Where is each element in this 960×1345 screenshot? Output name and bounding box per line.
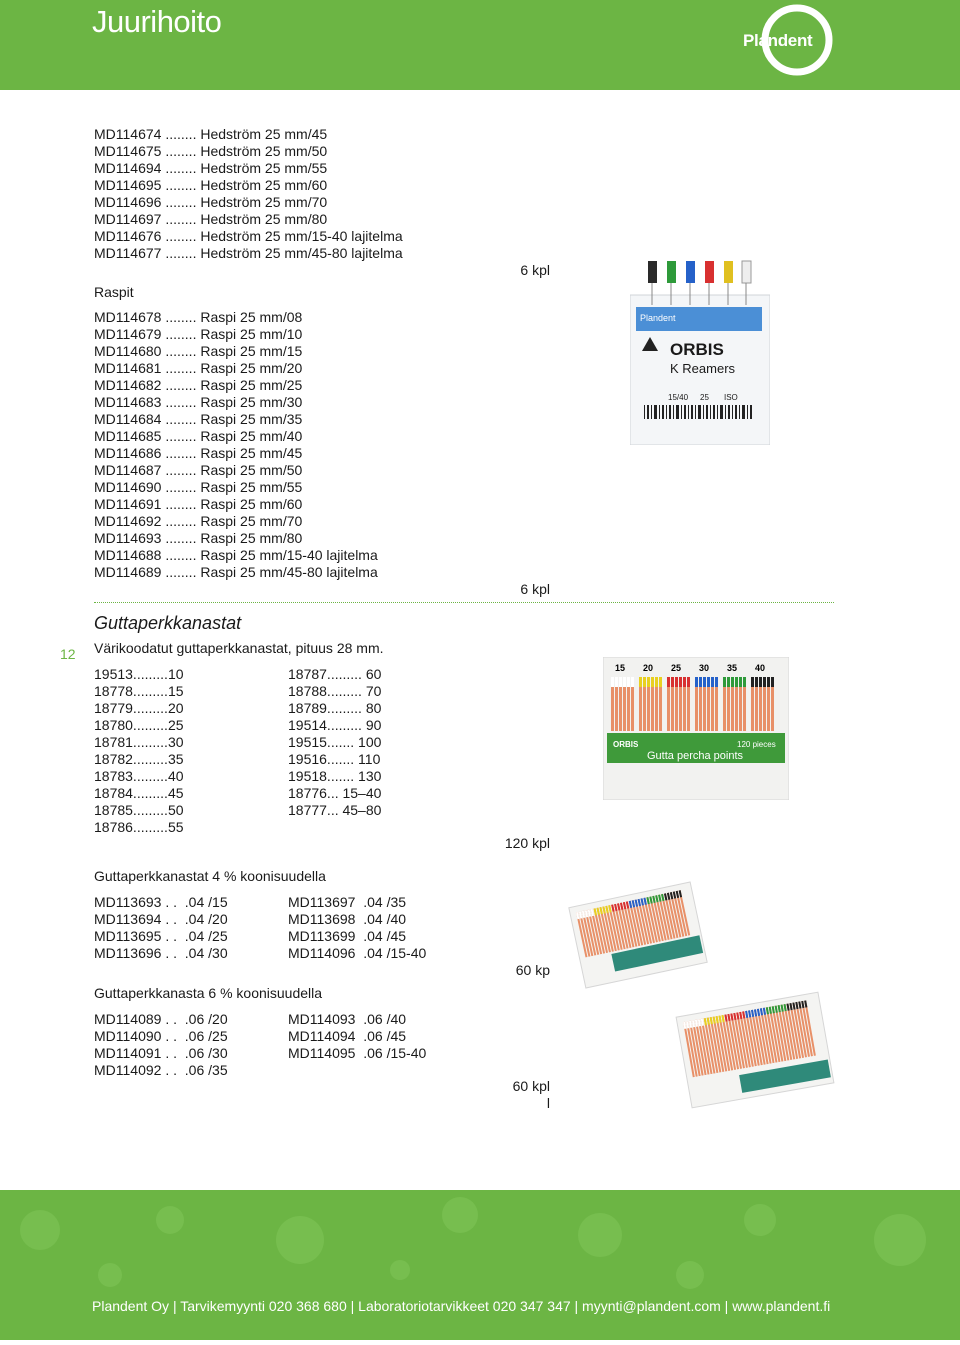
gutta-point-tip <box>699 677 702 687</box>
product-line: MD113698 .04 /40 <box>288 911 407 927</box>
footer-band <box>0 1190 960 1340</box>
gutta-point-tip <box>723 677 726 687</box>
product-line: MD114691 ........ Raspi 25 mm/60 <box>94 496 303 512</box>
product-line: 18781.........30 <box>94 734 184 750</box>
gutta-point-tip <box>727 677 730 687</box>
footer-contact: Plandent Oy | Tarvikemyynti 020 368 680 | Laboratoriotarvikkeet 020 347 347 | myynti@plandent.com | www.plandent.fi <box>92 1298 831 1314</box>
qty-gutta4: 60 kp <box>515 962 550 978</box>
product-line: MD114679 ........ Raspi 25 mm/10 <box>94 326 303 342</box>
gutta-point-tip <box>751 677 754 687</box>
gutta-point-tip <box>763 677 766 687</box>
gutta-point-tip <box>623 677 626 687</box>
product-line: 18777... 45–80 <box>288 802 382 818</box>
plandent-logo <box>735 3 833 77</box>
gutta-size-label: 30 <box>699 663 710 673</box>
product-line: MD114694 ........ Hedström 25 mm/55 <box>94 160 328 176</box>
product-line: 18779.........20 <box>94 700 184 716</box>
footer-pattern <box>0 1190 960 1340</box>
product-line: 18783.........40 <box>94 768 184 784</box>
product-line: 18785.........50 <box>94 802 184 818</box>
gutta-point-tip <box>627 677 630 687</box>
box-subtitle: K Reamers <box>670 361 736 376</box>
product-line: MD114089 . . .06 /20 <box>94 1011 228 1027</box>
product-line: MD114676 ........ Hedström 25 mm/15-40 lajitelma <box>94 228 403 244</box>
gutta-point-tip <box>739 677 742 687</box>
gutta-point-tip <box>659 677 662 687</box>
gutta-size-label: 25 <box>671 663 682 673</box>
gutta6-title: Guttaperkkanasta 6 % koonisuudella <box>94 985 323 1001</box>
product-line: MD114692 ........ Raspi 25 mm/70 <box>94 513 303 529</box>
gutta4-title: Guttaperkkanastat 4 % koonisuudella <box>94 868 326 884</box>
product-line: MD113699 .04 /45 <box>288 928 407 944</box>
gutta-point-tip <box>655 677 658 687</box>
gutta-point-tip <box>647 677 650 687</box>
gutta-box-text: Gutta percha points <box>647 750 744 762</box>
product-line: MD114093 .06 /40 <box>288 1011 407 1027</box>
product-line: MD114677 ........ Hedström 25 mm/45-80 lajitelma <box>94 245 403 261</box>
product-line: 18780.........25 <box>94 717 184 733</box>
product-line: MD114091 . . .06 /30 <box>94 1045 228 1061</box>
product-line: MD114095 .06 /15-40 <box>288 1045 427 1061</box>
gutta-point-tip <box>711 677 714 687</box>
gutta-box-brand: ORBIS <box>613 740 639 749</box>
product-line: 19518....... 130 <box>288 768 382 784</box>
product-line: MD114690 ........ Raspi 25 mm/55 <box>94 479 303 495</box>
product-line: MD114094 .06 /45 <box>288 1028 407 1044</box>
product-line: MD114686 ........ Raspi 25 mm/45 <box>94 445 303 461</box>
product-line: MD113697 .04 /35 <box>288 894 407 910</box>
product-line: MD113695 . . .04 /25 <box>94 928 228 944</box>
box-product: ORBIS <box>670 340 724 359</box>
gutta-point-tip <box>715 677 718 687</box>
gutta-point-tip <box>615 677 618 687</box>
gutta-point-tip <box>667 677 670 687</box>
qty-gutta6-extra: l <box>546 1095 550 1111</box>
box-size: 15/40 <box>668 393 689 402</box>
gutta-point-tip <box>707 677 710 687</box>
gutta-point-tip <box>651 677 654 687</box>
gutta-point-tip <box>679 677 682 687</box>
page-header <box>0 0 960 90</box>
gutta-point-tip <box>619 677 622 687</box>
product-line: MD114696 ........ Hedström 25 mm/70 <box>94 194 328 210</box>
gutta-point-tip <box>683 677 686 687</box>
raspit-title: Raspit <box>94 284 134 300</box>
gutta-point-tip <box>643 677 646 687</box>
box-brand: Plandent <box>640 313 676 323</box>
product-line: MD114693 ........ Raspi 25 mm/80 <box>94 530 303 546</box>
gutta-size-label: 15 <box>615 663 626 673</box>
gutta-intro: Värikoodatut guttaperkkanastat, pituus 28 mm. <box>94 640 384 656</box>
product-line: MD114685 ........ Raspi 25 mm/40 <box>94 428 303 444</box>
product-line: 18788......... 70 <box>288 683 382 699</box>
product-line: MD114683 ........ Raspi 25 mm/30 <box>94 394 303 410</box>
gutta-heading: Guttaperkkanastat <box>94 613 242 633</box>
gutta4-box-image <box>568 880 708 990</box>
gutta-percha-box-image <box>603 657 789 800</box>
product-line: 19513.........10 <box>94 666 184 682</box>
product-line: MD114092 . . .06 /35 <box>94 1062 228 1078</box>
gutta-size-label: 20 <box>643 663 654 673</box>
product-line: MD113696 . . .04 /30 <box>94 945 228 961</box>
gutta-point-tip <box>671 677 674 687</box>
product-line: MD114681 ........ Raspi 25 mm/20 <box>94 360 303 376</box>
product-line: 18789......... 80 <box>288 700 382 716</box>
product-line: MD114674 ........ Hedström 25 mm/45 <box>94 126 328 142</box>
product-line: MD114688 ........ Raspi 25 mm/15-40 lajitelma <box>94 547 378 563</box>
gutta-point-tip <box>743 677 746 687</box>
k-reamers-package-image <box>630 255 770 445</box>
product-line: MD113694 . . .04 /20 <box>94 911 228 927</box>
gutta-point-tip <box>703 677 706 687</box>
gutta-point-tip <box>731 677 734 687</box>
box-iso: ISO <box>724 393 738 402</box>
product-line: MD114682 ........ Raspi 25 mm/25 <box>94 377 303 393</box>
logo-text: Plandent <box>743 31 813 50</box>
product-line: MD114684 ........ Raspi 25 mm/35 <box>94 411 303 427</box>
gutta-point-tip <box>687 677 690 687</box>
product-line: MD114090 . . .06 /25 <box>94 1028 228 1044</box>
product-line: MD114687 ........ Raspi 25 mm/50 <box>94 462 303 478</box>
product-line: 18782.........35 <box>94 751 184 767</box>
gutta-point-tip <box>611 677 614 687</box>
product-line: 19515....... 100 <box>288 734 382 750</box>
gutta-point-tip <box>675 677 678 687</box>
section-divider <box>94 602 834 603</box>
product-line: 19516....... 110 <box>288 751 381 767</box>
product-line: MD114096 .04 /15-40 <box>288 945 427 961</box>
gutta-point-tip <box>771 677 774 687</box>
gutta-size-label: 35 <box>727 663 738 673</box>
product-line: 18778.........15 <box>94 683 184 699</box>
product-line: MD114678 ........ Raspi 25 mm/08 <box>94 309 303 325</box>
gutta-point-tip <box>631 677 634 687</box>
gutta-box-count: 120 pieces <box>737 740 776 749</box>
product-line: MD114697 ........ Hedström 25 mm/80 <box>94 211 328 227</box>
qty-gutta: 120 kpl <box>504 835 550 851</box>
product-line: MD113693 . . .04 /15 <box>94 894 228 910</box>
gutta-size-label: 40 <box>755 663 766 673</box>
qty-raspit: 6 kpl <box>520 581 550 597</box>
product-line: 18786.........55 <box>94 819 184 835</box>
gutta-point-tip <box>755 677 758 687</box>
page-title: Juurihoito <box>92 4 222 39</box>
gutta-point-tip <box>639 677 642 687</box>
product-line: MD114689 ........ Raspi 25 mm/45-80 lajitelma <box>94 564 378 580</box>
product-line: 19514......... 90 <box>288 717 382 733</box>
product-line: 18787......... 60 <box>288 666 382 682</box>
product-line: 18776... 15–40 <box>288 785 382 801</box>
page-number: 12 <box>60 646 76 662</box>
product-line: MD114680 ........ Raspi 25 mm/15 <box>94 343 303 359</box>
gutta-point-tip <box>735 677 738 687</box>
gutta-point-tip <box>767 677 770 687</box>
gutta-point-tip <box>759 677 762 687</box>
product-line: MD114695 ........ Hedström 25 mm/60 <box>94 177 328 193</box>
gutta6-box-image <box>675 990 835 1110</box>
box-len: 25 <box>700 393 709 402</box>
product-line: MD114675 ........ Hedström 25 mm/50 <box>94 143 328 159</box>
qty-gutta6: 60 kpl <box>512 1078 550 1094</box>
gutta-point-tip <box>695 677 698 687</box>
product-line: 18784.........45 <box>94 785 184 801</box>
qty-hedstrom: 6 kpl <box>520 262 550 278</box>
